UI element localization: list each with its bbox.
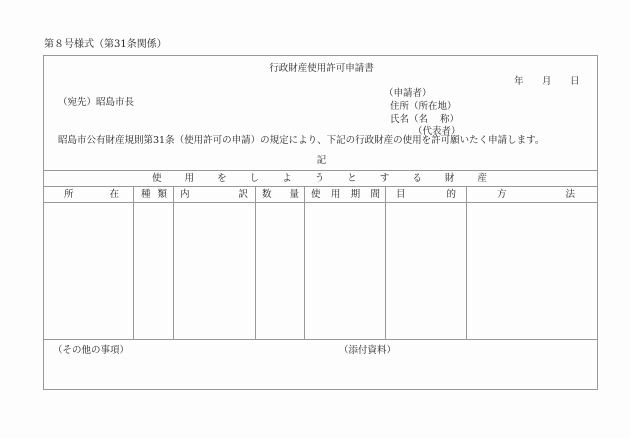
cell-purpose[interactable] — [386, 203, 466, 339]
column-header-purpose: 目 的 — [396, 189, 456, 200]
other-matters-label: （その他の事項） — [53, 345, 130, 356]
footer-fill-area[interactable] — [44, 361, 597, 389]
application-form — [43, 55, 598, 390]
addressee: （宛先）昭島市長 — [58, 97, 135, 108]
form-number: 第８号様式（第31条関係） — [44, 39, 167, 50]
column-header-type: 種 類 — [141, 189, 167, 200]
column-header-location: 所 在 — [64, 189, 119, 200]
date-month-label: 月 — [542, 76, 552, 87]
cell-method[interactable] — [467, 203, 597, 339]
table-bottom-border — [44, 339, 597, 340]
date-day-label: 日 — [570, 76, 580, 87]
applicant-address-label: 住所（所在地） — [390, 101, 457, 112]
cell-location[interactable] — [44, 203, 133, 339]
application-statement: 昭島市公有財産規則第31条（使用許可の申請）の規定により、下記の行政財産の使用を許可願いたく申請します。 — [58, 135, 545, 146]
table-top-border — [44, 170, 597, 171]
cell-breakdown[interactable] — [174, 203, 255, 339]
column-header-period: 使 用 期 間 — [311, 189, 380, 200]
date-year-label: 年 — [514, 76, 524, 87]
column-header-method: 方 法 — [497, 189, 575, 200]
cell-period[interactable] — [305, 203, 385, 339]
attachments-label: （添付資料） — [339, 345, 397, 356]
ki-label: 記 — [316, 155, 327, 166]
form-title: 行政財産使用許可申請書 — [269, 63, 374, 74]
column-header-breakdown: 内 訳 — [180, 189, 248, 200]
column-header-quantity: 数 量 — [262, 189, 299, 200]
table-group-divider — [44, 186, 597, 187]
applicant-label: （申請者） — [384, 88, 432, 99]
table-group-header: 使 用 を し よ う と す る 財 産 — [152, 173, 487, 184]
cell-type[interactable] — [134, 203, 173, 339]
applicant-representative-label: （代表者） — [413, 126, 461, 137]
applicant-name-label: 氏名（名 称） — [390, 114, 460, 125]
cell-quantity[interactable] — [256, 203, 304, 339]
